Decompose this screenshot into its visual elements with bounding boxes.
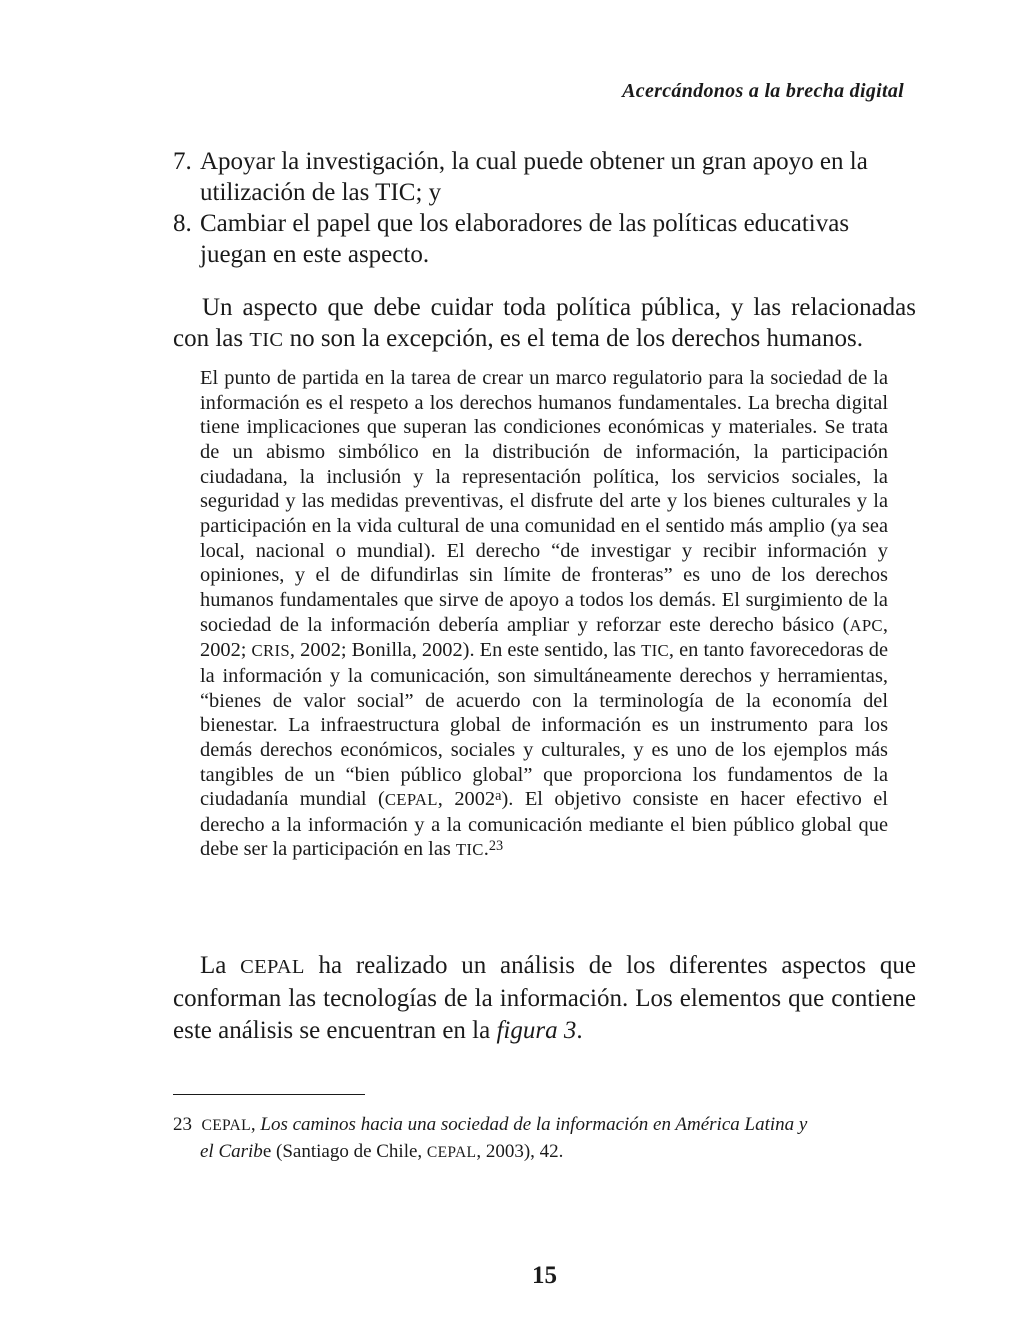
text-run: no son la excepción, es el tema de los derechos humanos. [283, 325, 863, 352]
footnote [173, 1112, 916, 1166]
text-run: (Santiago de Chile, [271, 1141, 427, 1162]
text-run: . [576, 1017, 583, 1044]
abbreviation: CEPAL [201, 1117, 251, 1134]
text-run: La [200, 952, 241, 979]
text-run: , [250, 1114, 261, 1135]
list-item-number: 8. [173, 210, 192, 237]
quote-text: . [483, 838, 489, 861]
list-item [173, 146, 916, 208]
quote-text: El punto de partida en la tarea de crear un marco regulatorio para la sociedad de la información es el respeto a los derechos humanos fundamentales. La brecha digital tiene implicaciones que superan las condiciones económicas y materiales. Se trata de un abismo simbólico en la distribución de información, la participación ciudadana, la inclusión y la representación política, los servicios sociales, la seguridad y las medidas preventivas, el disfrute del arte y los bienes culturales y la participación en la vida cultural de una comunidad en el sentido más amplio (ya sea local, nacional o mundial). El derecho “de investigar y recibir información y opiniones, y el de difundirlas sin límite de fronteras” es uno de los derechos humanos fundamentales que sirve de apoyo a todos los demás. El surgimiento de la sociedad de la información debería ampliar y reforzar este derecho básico ( [200, 367, 888, 636]
paragraph-human-rights [173, 292, 916, 356]
quote-text: ). El objetivo consiste en hacer efectivo el derecho a la información y a la comunicación mediante el bien público global que debe ser la participación en las [200, 788, 888, 861]
footnote-reference[interactable]: 23 [488, 838, 504, 855]
text-run: , 2003), 42. [476, 1141, 564, 1162]
superscript: a [495, 788, 502, 805]
text-run: Un aspecto que debe cuidar toda política pública, y las relacionadas con las [173, 294, 916, 352]
paragraph-cepal-analysis [173, 950, 916, 1047]
block-quote [200, 366, 888, 863]
page-number: 15 [532, 1262, 557, 1289]
running-header: Acercándonos a la brecha digital [622, 80, 904, 102]
list-item [173, 208, 916, 270]
abbreviation: CEPAL [240, 956, 305, 978]
footnote-divider [173, 1094, 365, 1095]
list-item-text: Apoyar la investigación, la cual puede obtener un gran apoyo en la utilización de las TIC; y [200, 148, 868, 206]
abbreviation: CEPAL [426, 1144, 477, 1161]
list-item-text: Cambiar el papel que los elaboradores de las políticas educativas juegan en este aspecto. [200, 210, 850, 268]
abbreviation: APC [849, 615, 883, 635]
text-run: e [262, 1141, 272, 1162]
abbreviation: CEPAL [384, 790, 438, 810]
text-run: ha realizado un análisis de los diferentes aspectos que conforman las tecnologías de la información. Los elementos que contiene este análisis se encuentran en la [173, 952, 916, 1044]
abbreviation: TIC [249, 329, 284, 351]
list-item-number: 7. [173, 148, 192, 175]
quote-text: , en tanto favorecedoras de la información y la comunicación, son simultáneamente derechos y herramientas, “bienes de valor social” de acuerdo con la terminología de la economía del bienestar. La infraestructura global de información es un instrumento para los demás derechos económicos, sociales y culturales, y es uno de los ejemplos más tangibles de un “bien público global” que proporciona los fundamentos de la ciudadanía mundial ( [200, 639, 888, 811]
abbreviation: TIC [641, 641, 669, 661]
cited-title: Los caminos hacia una sociedad de la información en América Latina y [260, 1114, 808, 1135]
quote-text: , 2002; Bonilla, 2002). En este sentido, las [289, 639, 642, 662]
footnote-line [173, 1112, 916, 1139]
figure-reference[interactable]: figura 3 [496, 1017, 577, 1044]
abbreviation: CRIS [251, 641, 290, 661]
footnote-number: 23 [173, 1114, 192, 1135]
cited-title: el Carib [200, 1141, 263, 1162]
quote-text: , 2002 [437, 788, 496, 811]
footnote-line [173, 1139, 916, 1166]
quote-text: , 2002; [200, 613, 888, 662]
numbered-list [173, 146, 916, 270]
abbreviation: TIC [455, 840, 484, 860]
